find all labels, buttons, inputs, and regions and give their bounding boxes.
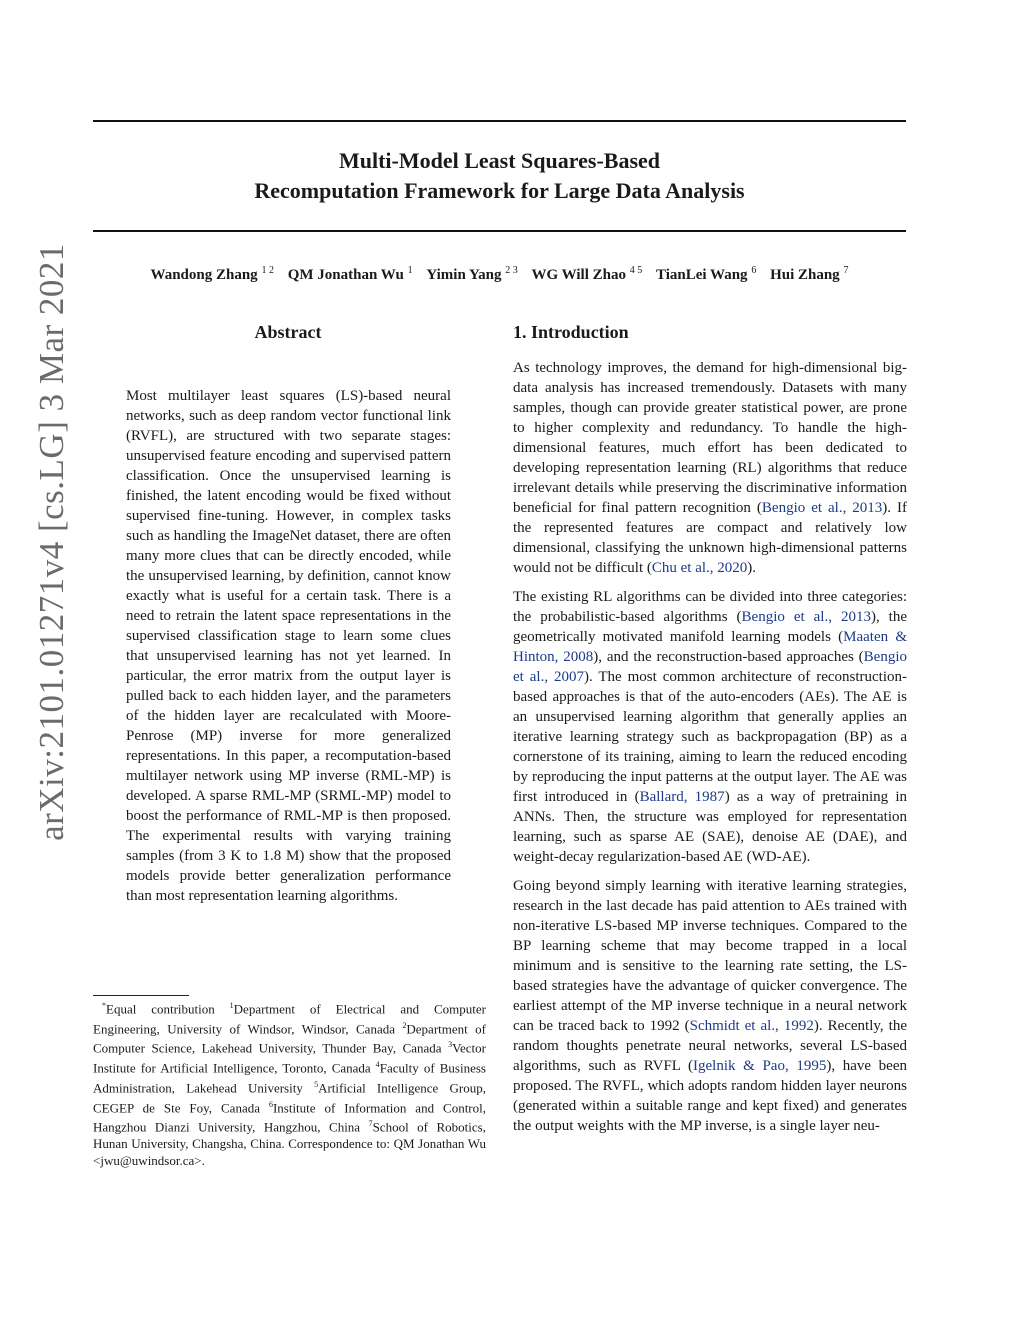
introduction-body (513, 358, 907, 1145)
intro-paragraph: The existing RL algorithms can be divided into three categories: the probabilistic-based algorithms (Bengio et al., 2013), the geometrically motivated manifold learning models (Maaten & Hinton, 2008), and the reconstruction-based approaches (Bengio et al., 2007). The most common architecture of reconstruction-based approaches is that of the auto-encoders (AEs). The AE is an unsupervised learning algorithm that generally applies an iterative learning strategy such as backpropagation (BP) as a cornerstone of its training, aiming to learn the reduced encoding by reproducing the input patterns at the output layer. The AE was first introduced in (Ballard, 1987) as a way of pretraining in ANNs. Then, the structure was employed for representation learning, such as sparse AE (SAE), denoise AE (DAE), and weight-decay regularization-based AE (WD-AE). (513, 589, 908, 865)
affiliations-footnote: *Equal contribution $^1$Department of Electrical and Computer Engineering, University of Windsor, Windsor, Canada $^2$Department of Computer Science, Lakehead University, Thunder Bay, Canada $^3$Vector Institute for Artificial Intelligence, Toronto, Canada $^4$Faculty of Business Administration, Lakehead University $^5$Artificial Intelligence Group, CEGEP de Ste Foy, Canada $^6$Institute of Information and Control, Hangzhou Dianzi University, Hangzhou, China $^7$School of Robotics, Hunan University, Changsha, China. Correspondence to: QM Jonathan Wu <jwu@uwindsor.ca>. (93, 1001, 487, 1168)
intro-paragraph: Going beyond simply learning with iterative learning strategies, research in the last decade has paid attention to AEs trained with non-iterative LS-based MP inverse techniques. Compared to the BP learning scheme that may become trapped in a local minimum and is sensitive to the learning rate setting, the LS-based strategies have the advantage of quicker convergence. The earliest attempt of the MP inverse technique in a neural network can be traced back to 1992 (Schmidt et al., 1992). Recently, the random thoughts penetrate neural networks, several LS-based algorithms, such as RVFL (Igelnik & Pao, 1995), have been proposed. The RVFL, which adopts random hidden layer neurons (generated within a suitable range and kept fixed) and generates the output weights with the MP inverse, is a single layer neu- (513, 878, 908, 1134)
citation-link[interactable]: Bengio et al., 2013 (741, 609, 871, 625)
paper-title (93, 146, 906, 206)
citation-link[interactable]: Ballard, 1987 (639, 789, 725, 805)
author: Hui Zhang $^7$ (770, 265, 849, 283)
footnote-rule (93, 995, 189, 996)
abstract-body: Most multilayer least squares (LS)-based neural networks, such as deep random vector functional link (RVFL), are structured with two separate stages: unsupervised feature encoding and supervised pattern classification. Once the unsupervised learning is finished, the latent encoding would be fixed without supervised fine-tuning. However, in complex tasks such as handling the ImageNet dataset, there are often many more clues that can be directly encoded, while the unsupervised learning, by definition, cannot know exactly what is useful for a certain task. There is a need to retrain the latent space representations in the supervised classification stage to learn some clues that unsupervised learning has not yet learned. In particular, the error matrix from the output layer is pulled back to each hidden layer, and the parameters of the hidden layer are recalculated with Moore-Penrose (MP) inverse for more generalized representations. In this paper, a recomputation-based multilayer network using MP inverse (RML-MP) is developed. A sparse RML-MP (SRML-MP) model to boost the performance of RML-MP is then proposed. The experimental results with varying training samples (from 3 K to 1.8 M) show that the proposed models provide better generalization performance than most representation learning algorithms. (126, 388, 451, 904)
introduction-heading: 1. Introduction (513, 322, 629, 342)
citation-link[interactable]: Schmidt et al., 1992 (689, 1018, 814, 1034)
citation-link[interactable]: Chu et al., 2020 (651, 560, 748, 576)
title-line-2: Recomputation Framework for Large Data Analysis (254, 178, 745, 203)
author-list (93, 265, 906, 284)
title-rule-top (93, 120, 906, 122)
abstract-heading: Abstract (254, 322, 322, 342)
author: Yimin Yang $^{2 3}$ (426, 265, 518, 283)
author: Wandong Zhang $^{1 2}$ (150, 265, 274, 283)
intro-paragraph: As technology improves, the demand for high-dimensional big-data analysis has increased tremendously. Datasets with many samples, though can provide greater statistical power, are prone to higher complexity and redundancy. To handle the high-dimensional features, much effort has been dedicated to developing representation learning (RL) algorithms that reduce irrelevant details while preserving the discriminative information beneficial for final pattern recognition (Bengio et al., 2013). If the represented features are compact and relatively low dimensional, classifying the unknown high-dimensional patterns would not be difficult (Chu et al., 2020). (513, 360, 907, 576)
arxiv-side-stamp (12, 152, 92, 932)
author: TianLei Wang $^6$ (655, 265, 757, 283)
citation-link[interactable]: Maaten & Hinton, 2008 (513, 629, 907, 665)
author: WG Will Zhao $^{4 5}$ (531, 265, 643, 283)
title-rule-bottom (93, 230, 906, 232)
citation-link[interactable]: Igelnik & Pao, 1995 (693, 1058, 827, 1074)
citation-link[interactable]: Bengio et al., 2013 (761, 500, 883, 516)
citation-link[interactable]: Bengio et al., 2007 (513, 649, 908, 685)
arxiv-id: arXiv:2101.01271v4 [cs.LG] 3 Mar 2021 (32, 243, 71, 841)
title-line-1: Multi-Model Least Squares-Based (338, 148, 661, 173)
author: QM Jonathan Wu $^1$ (287, 265, 413, 283)
